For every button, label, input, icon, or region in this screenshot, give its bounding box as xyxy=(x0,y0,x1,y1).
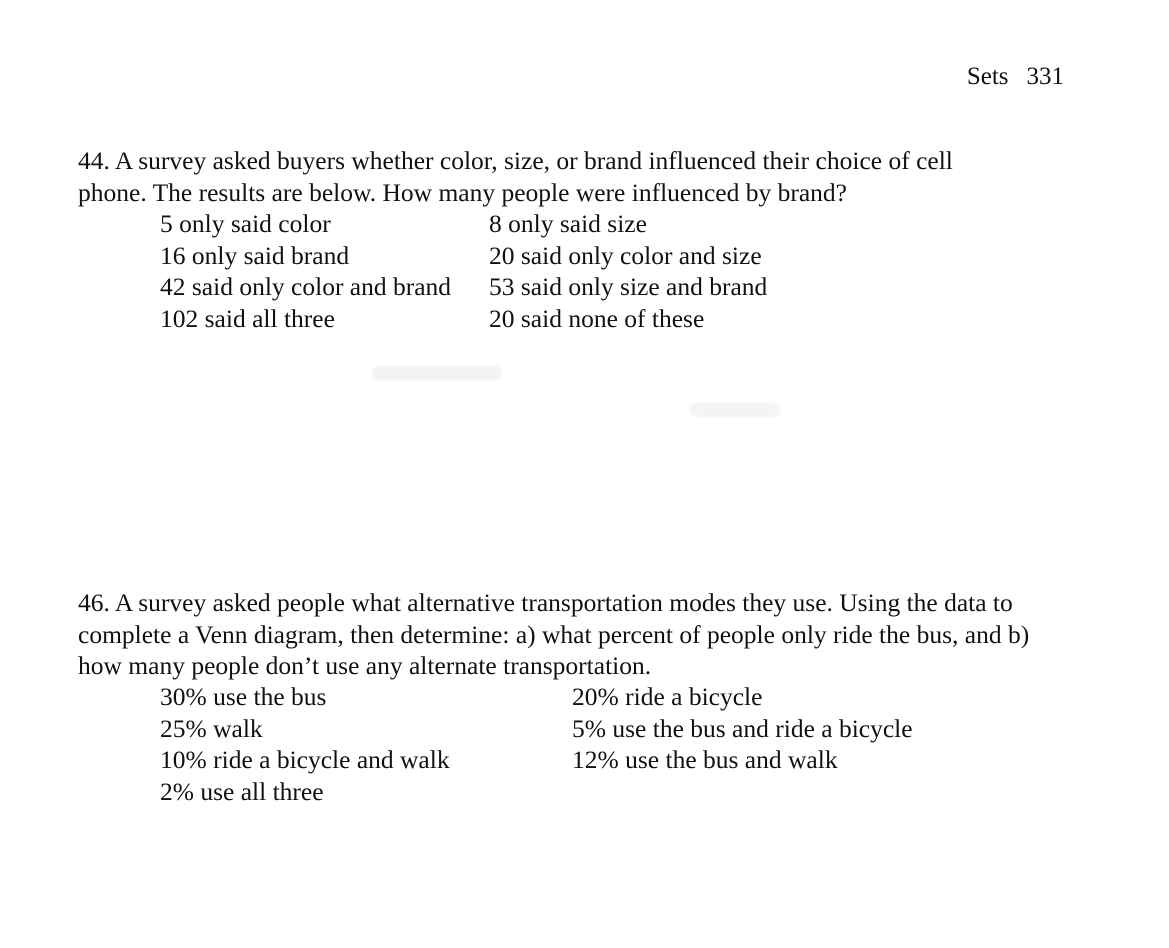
data-cell: 8 only said size xyxy=(489,209,647,238)
data-cell: 5 only said color xyxy=(160,209,331,238)
data-cell: 10% ride a bicycle and walk xyxy=(160,745,450,774)
faded-region xyxy=(690,403,780,417)
data-row xyxy=(160,303,767,335)
data-cell: 20 said only color and size xyxy=(489,240,762,270)
running-header xyxy=(967,62,1064,92)
data-cell: 2% use all three xyxy=(160,776,324,806)
data-row xyxy=(160,271,767,303)
data-row xyxy=(160,208,767,240)
data-cell: 20% ride a bicycle xyxy=(572,682,763,711)
data-row xyxy=(160,681,913,713)
data-row xyxy=(160,713,913,745)
data-cell: 53 said only size and brand xyxy=(489,272,768,301)
data-cell: 30% use the bus xyxy=(160,682,327,711)
data-row xyxy=(160,744,913,776)
section-title: Sets xyxy=(966,63,1009,90)
data-cell: 42 said only color and brand xyxy=(160,272,452,301)
data-cell: 16 only said brand xyxy=(160,240,350,270)
data-cell: 25% walk xyxy=(160,713,263,743)
page-number: 331 xyxy=(1026,63,1064,90)
faded-region xyxy=(372,366,502,380)
data-cell: 102 said all three xyxy=(160,303,335,333)
data-cell: 20 said none of these xyxy=(489,303,705,333)
data-row xyxy=(160,240,767,272)
data-cell: 12% use the bus and walk xyxy=(572,745,838,774)
problem-44-data-table xyxy=(160,208,767,334)
problem-44-line: phone. The results are below. How many people were influenced by brand? xyxy=(78,177,847,207)
problem-46-line: 46. A survey asked people what alternative transportation modes they use. Using the data to xyxy=(78,588,1013,617)
problem-46-data-table xyxy=(160,681,913,807)
problem-46-line: how many people don’t use any alternate transportation. xyxy=(78,651,652,680)
problem-44-line: 44. A survey asked buyers whether color, size, or brand influenced their choice of cell xyxy=(78,146,953,175)
problem-44-statement xyxy=(78,145,1138,208)
problem-46-statement xyxy=(78,587,1138,682)
data-row xyxy=(160,776,913,808)
problem-46-line: complete a Venn diagram, then determine: a) what percent of people only ride the bus, and b) xyxy=(78,619,1030,649)
data-cell: 5% use the bus and ride a bicycle xyxy=(572,713,913,743)
